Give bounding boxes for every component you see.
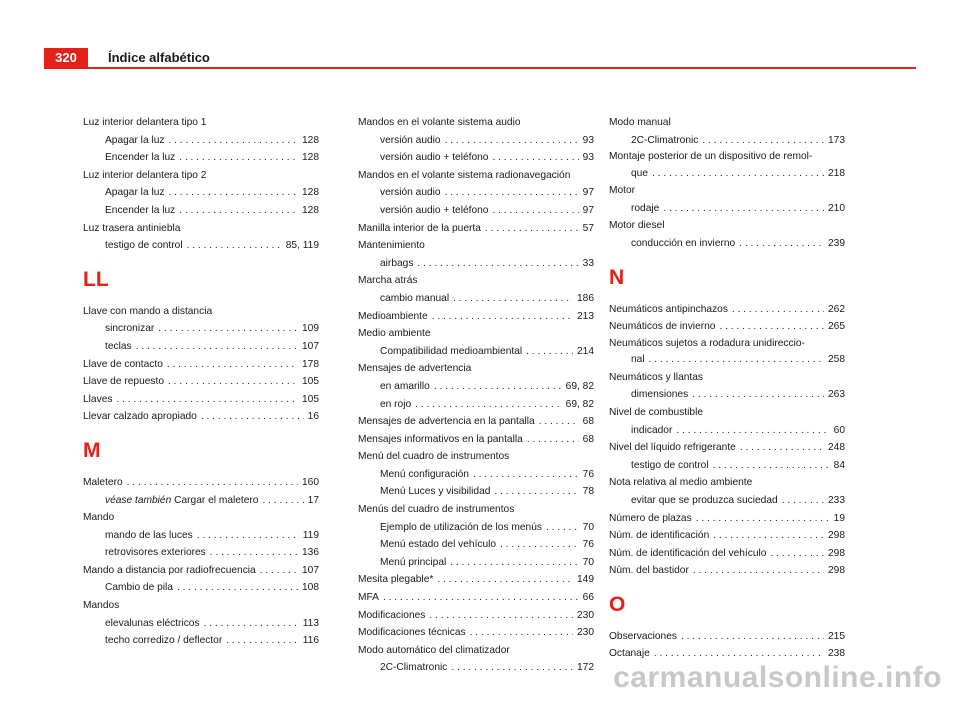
dot-leader bbox=[432, 308, 573, 326]
entry-label: Compatibilidad medioambiental bbox=[380, 345, 523, 357]
dot-leader bbox=[127, 474, 298, 492]
dot-leader bbox=[693, 562, 824, 580]
entry-label: Apagar la luz bbox=[105, 187, 165, 199]
entry-label: Octanaje bbox=[609, 648, 650, 660]
dot-leader bbox=[713, 527, 824, 545]
index-subentry bbox=[83, 132, 319, 150]
dot-leader bbox=[179, 202, 298, 220]
entry-label: 2C-Climatronic bbox=[631, 134, 699, 146]
page-reference: 107 bbox=[302, 564, 319, 576]
page-reference: 85, 119 bbox=[285, 240, 319, 252]
entry-label: Nivel del líquido refrigerante bbox=[609, 442, 736, 454]
dot-leader bbox=[770, 545, 824, 563]
index-letter-heading: O bbox=[609, 592, 626, 616]
index-subentry bbox=[609, 200, 845, 218]
dot-leader bbox=[739, 235, 824, 253]
index-subentry bbox=[609, 492, 845, 510]
index-letter-heading: M bbox=[83, 438, 101, 462]
page-reference: 119 bbox=[302, 529, 319, 541]
dot-leader bbox=[415, 396, 562, 414]
entry-label: evitar que se produzca suciedad bbox=[631, 494, 778, 506]
entry-label: Mensajes de advertencia en la pantalla bbox=[358, 416, 535, 428]
page-reference: 218 bbox=[828, 167, 845, 179]
dot-leader bbox=[473, 466, 579, 484]
page-reference: 238 bbox=[828, 648, 845, 660]
dot-leader bbox=[167, 356, 298, 374]
dot-leader bbox=[453, 290, 573, 308]
page-reference: 33 bbox=[582, 257, 594, 269]
page-reference: 109 bbox=[302, 323, 319, 335]
dot-leader bbox=[663, 200, 824, 218]
dot-leader bbox=[470, 624, 573, 642]
page-reference: 230 bbox=[577, 609, 594, 621]
page-reference: 68 bbox=[582, 433, 594, 445]
index-subentry bbox=[358, 378, 594, 396]
page-reference: 262 bbox=[828, 303, 845, 315]
page-reference: 66 bbox=[582, 592, 594, 604]
page-reference: 213 bbox=[577, 310, 594, 322]
index-subentry bbox=[83, 338, 319, 356]
dot-leader bbox=[136, 338, 298, 356]
entry-label: Neumáticos antipinchazos bbox=[609, 303, 728, 315]
dot-leader bbox=[676, 422, 829, 440]
index-entry-continuation bbox=[609, 165, 845, 183]
index-subentry bbox=[83, 184, 319, 202]
index-entry bbox=[609, 318, 845, 336]
entry-label: Núm. del bastidor bbox=[609, 565, 689, 577]
entry-label: techo corredizo / deflector bbox=[105, 635, 223, 647]
dot-leader bbox=[732, 301, 824, 319]
page-reference: 76 bbox=[582, 468, 594, 480]
dot-leader bbox=[702, 132, 824, 150]
page-reference: 160 bbox=[302, 476, 319, 488]
dot-leader bbox=[500, 536, 579, 554]
entry-label: Menú configuración bbox=[380, 468, 469, 480]
index-entry: Motor diesel bbox=[609, 220, 665, 232]
page-reference: 178 bbox=[302, 358, 319, 370]
page-reference: 298 bbox=[828, 547, 845, 559]
dot-leader bbox=[652, 165, 824, 183]
index-entry: Luz interior delantera tipo 1 bbox=[83, 117, 207, 128]
entry-label: Menú estado del vehículo bbox=[380, 539, 497, 551]
entry-label: en rojo bbox=[380, 398, 412, 410]
watermark-logo: carmanualsonline.info bbox=[613, 661, 942, 694]
index-subentry bbox=[609, 132, 845, 150]
index-subentry bbox=[358, 554, 594, 572]
index-subentry bbox=[358, 184, 594, 202]
index-subentry bbox=[358, 202, 594, 220]
index-subentry bbox=[83, 527, 319, 545]
index-entry bbox=[358, 308, 594, 326]
index-entry bbox=[83, 562, 319, 580]
index-subentry bbox=[83, 149, 319, 167]
page-reference: 78 bbox=[582, 486, 594, 498]
dot-leader bbox=[210, 544, 298, 562]
index-entry: Neumáticos y llantas bbox=[609, 371, 703, 383]
page-reference: 258 bbox=[828, 354, 845, 366]
page-reference: 19 bbox=[833, 512, 845, 524]
index-entry bbox=[83, 474, 319, 492]
index-entry: Menús del cuadro de instrumentos bbox=[358, 504, 515, 516]
index-subentry bbox=[83, 492, 319, 510]
page-reference: 113 bbox=[302, 617, 319, 629]
page-reference: 16 bbox=[307, 411, 319, 423]
entry-label: Observaciones bbox=[609, 630, 677, 642]
entry-label: indicador bbox=[631, 424, 673, 436]
page-reference: 239 bbox=[828, 237, 845, 249]
page-reference: 128 bbox=[302, 187, 319, 199]
dot-leader bbox=[204, 615, 299, 633]
index-subentry bbox=[83, 615, 319, 633]
entry-label: Núm. de identificación bbox=[609, 530, 710, 542]
page-reference: 17 bbox=[307, 494, 319, 506]
dot-leader bbox=[383, 589, 579, 607]
index-subentry bbox=[83, 632, 319, 650]
entry-label: Encender la luz bbox=[105, 152, 176, 164]
page-reference: 57 bbox=[582, 222, 594, 234]
entry-label: versión audio + teléfono bbox=[380, 204, 489, 216]
page-reference: 172 bbox=[577, 662, 594, 674]
index-subentry bbox=[83, 202, 319, 220]
index-letter-heading: N bbox=[609, 265, 625, 289]
dot-leader bbox=[116, 391, 298, 409]
see-also-reference bbox=[105, 492, 258, 510]
page-reference: 108 bbox=[302, 582, 319, 594]
entry-label: rodaje bbox=[631, 202, 660, 214]
dot-leader bbox=[201, 408, 304, 426]
dot-leader bbox=[492, 202, 578, 220]
index-subentry bbox=[358, 290, 594, 308]
index-entry: Marcha atrás bbox=[358, 275, 418, 287]
entry-label: que bbox=[631, 167, 648, 179]
dot-leader bbox=[434, 378, 562, 396]
page-title: Índice alfabético bbox=[108, 50, 210, 65]
entry-label: retrovisores exteriores bbox=[105, 547, 206, 559]
page-reference: 97 bbox=[582, 204, 594, 216]
index-entry: Menú del cuadro de instrumentos bbox=[358, 451, 510, 463]
index-entry: Luz interior delantera tipo 2 bbox=[83, 169, 207, 181]
index-entry bbox=[609, 439, 845, 457]
page-reference: 116 bbox=[302, 635, 319, 647]
dot-leader bbox=[262, 492, 303, 510]
index-subentry bbox=[609, 235, 845, 253]
index-entry: Mandos bbox=[83, 600, 120, 612]
page-reference: 70 bbox=[582, 556, 594, 568]
entry-label: Llave de repuesto bbox=[83, 376, 164, 388]
dot-leader bbox=[429, 607, 573, 625]
entry-label: Manilla interior de la puerta bbox=[358, 222, 481, 234]
page-reference: 214 bbox=[577, 345, 594, 357]
page-reference: 230 bbox=[577, 627, 594, 639]
index-column-3 bbox=[609, 114, 845, 663]
entry-label: Llaves bbox=[83, 393, 113, 405]
dot-leader bbox=[494, 483, 578, 501]
index-subentry bbox=[83, 320, 319, 338]
page-reference: 84 bbox=[833, 459, 845, 471]
dot-leader bbox=[437, 571, 573, 589]
index-entry bbox=[358, 220, 594, 238]
index-entry: Llave con mando a distancia bbox=[83, 305, 213, 317]
entry-label: testigo de control bbox=[105, 240, 183, 252]
dot-leader bbox=[526, 343, 573, 361]
entry-label: Menú principal bbox=[380, 556, 447, 568]
page-reference: 105 bbox=[302, 393, 319, 405]
page-reference: 298 bbox=[828, 565, 845, 577]
entry-label: airbags bbox=[380, 257, 414, 269]
entry-label: Modificaciones bbox=[358, 609, 426, 621]
dot-leader bbox=[177, 579, 298, 597]
index-entry bbox=[358, 624, 594, 642]
entry-label: versión audio bbox=[380, 187, 441, 199]
dot-leader bbox=[179, 149, 298, 167]
entry-label: elevalunas eléctricos bbox=[105, 617, 200, 629]
header-rule bbox=[44, 67, 916, 69]
index-letter-heading: LL bbox=[83, 267, 109, 291]
entry-label: Mensajes informativos en la pantalla bbox=[358, 433, 523, 445]
index-entry: Mandos en el volante sistema audio bbox=[358, 117, 521, 128]
index-entry bbox=[83, 408, 319, 426]
entry-label: Núm. de identificación del vehículo bbox=[609, 547, 767, 559]
entry-label: sincronizar bbox=[105, 323, 155, 335]
dot-leader bbox=[260, 562, 298, 580]
dot-leader bbox=[168, 184, 298, 202]
dot-leader bbox=[782, 492, 824, 510]
entry-label: Mesita plegable* bbox=[358, 574, 434, 586]
index-subentry bbox=[609, 457, 845, 475]
entry-label: versión audio + teléfono bbox=[380, 152, 489, 164]
dot-leader bbox=[485, 220, 579, 238]
index-entry: Montaje posterior de un dispositivo de remol- bbox=[609, 151, 813, 163]
entry-label: Medioambiente bbox=[358, 310, 428, 322]
dot-leader bbox=[546, 519, 579, 537]
dot-leader bbox=[696, 510, 830, 528]
dot-leader bbox=[713, 457, 830, 475]
index-subentry bbox=[358, 343, 594, 361]
page-reference: 128 bbox=[302, 204, 319, 216]
index-subentry bbox=[83, 237, 319, 255]
index-subentry bbox=[358, 483, 594, 501]
entry-label: testigo de control bbox=[631, 459, 709, 471]
entry-label: Mando a distancia por radiofrecuencia bbox=[83, 564, 256, 576]
page-reference: 263 bbox=[828, 389, 845, 401]
index-entry: Medio ambiente bbox=[358, 328, 431, 340]
index-entry: Modo manual bbox=[609, 117, 671, 128]
page-reference: 298 bbox=[828, 530, 845, 542]
index-column-2 bbox=[358, 114, 594, 677]
page-reference: 136 bbox=[302, 547, 319, 559]
dot-leader bbox=[450, 554, 578, 572]
index-entry bbox=[609, 510, 845, 528]
index-entry bbox=[609, 628, 845, 646]
index-subentry bbox=[358, 536, 594, 554]
index-column-1 bbox=[83, 114, 319, 650]
page-reference: 68 bbox=[582, 416, 594, 428]
page-reference: 265 bbox=[828, 321, 845, 333]
see-also-prefix: véase también bbox=[105, 494, 172, 506]
page-reference: 149 bbox=[577, 574, 594, 586]
page-reference: 210 bbox=[828, 202, 845, 214]
dot-leader bbox=[226, 632, 299, 650]
dot-leader bbox=[168, 373, 298, 391]
index-subentry bbox=[609, 422, 845, 440]
index-entry bbox=[358, 589, 594, 607]
page-reference: 233 bbox=[828, 494, 845, 506]
page-reference: 248 bbox=[828, 442, 845, 454]
index-entry bbox=[609, 527, 845, 545]
index-subentry bbox=[358, 519, 594, 537]
dot-leader bbox=[719, 318, 824, 336]
index-entry bbox=[358, 571, 594, 589]
index-subentry bbox=[358, 659, 594, 677]
entry-label: Cargar el maletero bbox=[174, 494, 259, 506]
entry-label: Maletero bbox=[83, 476, 123, 488]
index-entry bbox=[83, 391, 319, 409]
entry-label: Ejemplo de utilización de los menús bbox=[380, 521, 542, 533]
page-reference: 69, 82 bbox=[565, 380, 594, 392]
index-subentry bbox=[609, 386, 845, 404]
entry-label: 2C-Climatronic bbox=[380, 662, 448, 674]
dot-leader bbox=[740, 439, 824, 457]
page-reference: 69, 82 bbox=[565, 398, 594, 410]
dot-leader bbox=[539, 413, 579, 431]
dot-leader bbox=[197, 527, 299, 545]
dot-leader bbox=[527, 431, 579, 449]
dot-leader bbox=[445, 132, 579, 150]
index-subentry bbox=[83, 544, 319, 562]
page-reference: 173 bbox=[828, 134, 845, 146]
entry-label: en amarillo bbox=[380, 380, 430, 392]
entry-label: Neumáticos de invierno bbox=[609, 321, 716, 333]
page-reference: 93 bbox=[582, 152, 594, 164]
index-entry bbox=[83, 356, 319, 374]
page-reference: 105 bbox=[302, 376, 319, 388]
index-entry: Mando bbox=[83, 512, 115, 524]
entry-label: Apagar la luz bbox=[105, 134, 165, 146]
index-entry bbox=[358, 413, 594, 431]
index-entry: Neumáticos sujetos a rodadura unidireccio- bbox=[609, 337, 805, 349]
entry-label: versión audio bbox=[380, 134, 441, 146]
index-entry bbox=[358, 607, 594, 625]
index-entry: Modo automático del climatizador bbox=[358, 644, 510, 656]
index-subentry bbox=[358, 466, 594, 484]
index-entry bbox=[83, 373, 319, 391]
page-reference: 70 bbox=[582, 521, 594, 533]
entry-label: Encender la luz bbox=[105, 204, 176, 216]
index-entry-continuation bbox=[609, 351, 845, 369]
index-entry: Mensajes de advertencia bbox=[358, 363, 472, 375]
index-entry bbox=[609, 301, 845, 319]
dot-leader bbox=[158, 320, 298, 338]
dot-leader bbox=[492, 149, 578, 167]
index-entry: Mantenimiento bbox=[358, 240, 425, 252]
entry-label: conducción en invierno bbox=[631, 237, 736, 249]
index-entry bbox=[358, 431, 594, 449]
page-reference: 128 bbox=[302, 134, 319, 146]
page-reference: 97 bbox=[582, 187, 594, 199]
entry-label: Modificaciones técnicas bbox=[358, 627, 466, 639]
entry-label: Menú Luces y visibilidad bbox=[380, 486, 491, 498]
entry-label: Llevar calzado apropiado bbox=[83, 411, 197, 423]
entry-label: dimensiones bbox=[631, 389, 689, 401]
dot-leader bbox=[187, 237, 282, 255]
index-entry bbox=[609, 562, 845, 580]
index-subentry bbox=[358, 132, 594, 150]
dot-leader bbox=[168, 132, 298, 150]
dot-leader bbox=[692, 386, 824, 404]
entry-label: Llave de contacto bbox=[83, 358, 163, 370]
dot-leader bbox=[451, 659, 573, 677]
index-entry: Mandos en el volante sistema radionavegación bbox=[358, 169, 571, 181]
entry-label: cambio manual bbox=[380, 292, 450, 304]
page-reference: 186 bbox=[577, 292, 594, 304]
entry-label: Cambio de pila bbox=[105, 582, 173, 594]
dot-leader bbox=[445, 184, 579, 202]
page-reference: 107 bbox=[302, 340, 319, 352]
dot-leader bbox=[649, 351, 824, 369]
entry-label: teclas bbox=[105, 340, 132, 352]
page-reference: 76 bbox=[582, 539, 594, 551]
entry-label: mando de las luces bbox=[105, 529, 193, 541]
index-subentry bbox=[83, 579, 319, 597]
page-reference: 128 bbox=[302, 152, 319, 164]
index-entry: Motor bbox=[609, 185, 636, 197]
dot-leader bbox=[417, 255, 578, 273]
entry-label: Número de plazas bbox=[609, 512, 692, 524]
entry-label: nal bbox=[631, 354, 645, 366]
page-reference: 215 bbox=[828, 630, 845, 642]
index-subentry bbox=[358, 149, 594, 167]
index-entry: Nivel de combustible bbox=[609, 406, 703, 418]
page-reference: 93 bbox=[582, 134, 594, 146]
page-number: 320 bbox=[44, 48, 88, 68]
index-entry: Nota relativa al medio ambiente bbox=[609, 477, 753, 489]
entry-label: MFA bbox=[358, 592, 379, 604]
page-reference: 60 bbox=[833, 424, 845, 436]
index-entry bbox=[609, 545, 845, 563]
dot-leader bbox=[681, 628, 824, 646]
index-entry: Luz trasera antiniebla bbox=[83, 222, 181, 234]
index-subentry bbox=[358, 396, 594, 414]
index-subentry bbox=[358, 255, 594, 273]
